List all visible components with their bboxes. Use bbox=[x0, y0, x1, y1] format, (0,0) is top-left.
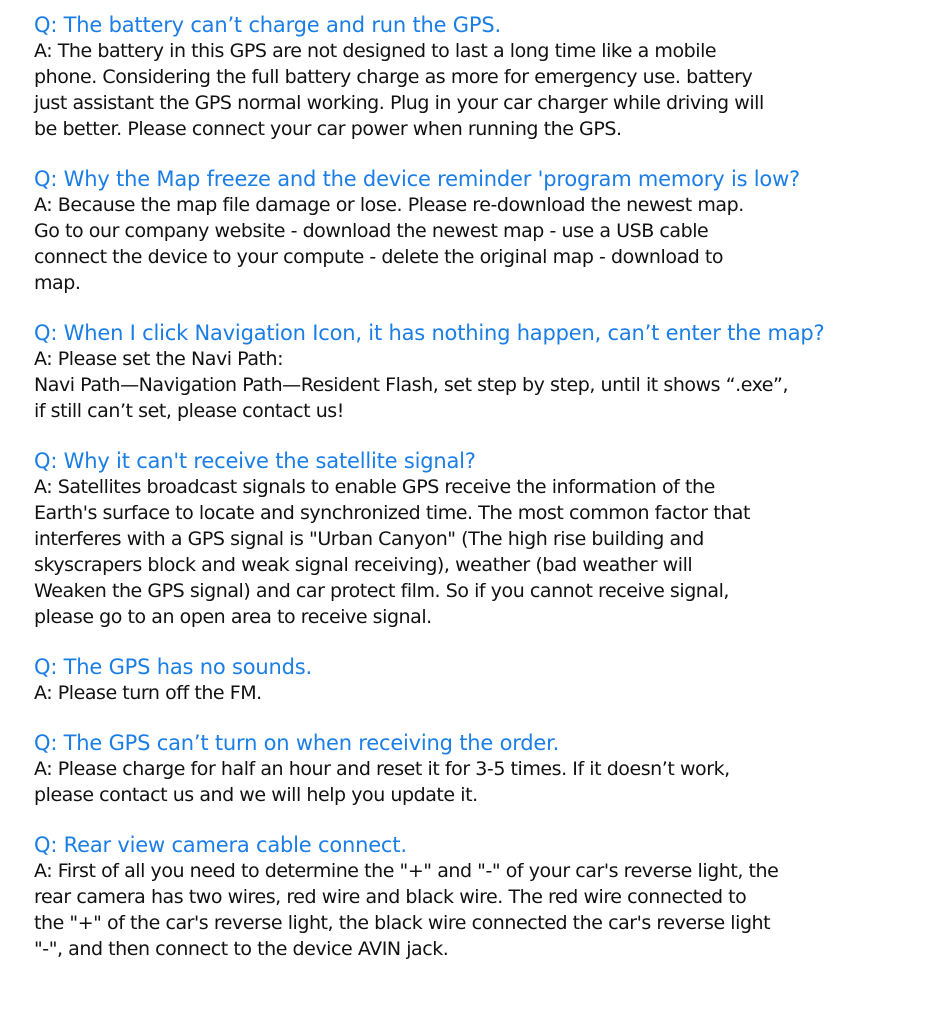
faq-answer-line: Weaken the GPS signal) and car protect film. So if you cannot receive signal, bbox=[34, 580, 730, 602]
faq-answer-line: A: Because the map file damage or lose. Please re-download the newest map. bbox=[34, 194, 744, 216]
faq-answer-line: "-", and then connect to the device AVIN jack. bbox=[34, 938, 449, 960]
faq-item-battery bbox=[34, 12, 914, 142]
faq-answer-line: be better. Please connect your car power when running the GPS. bbox=[34, 118, 622, 140]
faq-answer-line: A: Please turn off the FM. bbox=[34, 682, 262, 704]
faq-item-satellite-signal bbox=[34, 448, 914, 630]
faq-item-map-freeze bbox=[34, 166, 914, 296]
faq-item-no-sounds bbox=[34, 654, 914, 706]
faq-answer-line: A: The battery in this GPS are not designed to last a long time like a mobile bbox=[34, 40, 717, 62]
faq-answer-line: phone. Considering the full battery charge as more for emergency use. battery bbox=[34, 66, 753, 88]
faq-answer-line: A: First of all you need to determine the "+" and "-" of your car's reverse light, the bbox=[34, 860, 779, 882]
faq-answer-line: connect the device to your compute - delete the original map - download to bbox=[34, 246, 724, 268]
faq-answer-line: A: Please charge for half an hour and reset it for 3-5 times. If it doesn’t work, bbox=[34, 758, 730, 780]
faq-question: Q: Why the Map freeze and the device reminder 'program memory is low? bbox=[34, 167, 800, 191]
faq-item-rear-camera bbox=[34, 832, 914, 962]
faq-answer-line: just assistant the GPS normal working. Plug in your car charger while driving will bbox=[34, 92, 764, 114]
faq-item-cant-turn-on bbox=[34, 730, 914, 808]
faq-answer-line: please go to an open area to receive signal. bbox=[34, 606, 432, 628]
faq-question: Q: Why it can't receive the satellite signal? bbox=[34, 449, 476, 473]
faq-question: Q: The GPS can’t turn on when receiving the order. bbox=[34, 731, 560, 755]
faq-question: Q: The battery can’t charge and run the GPS. bbox=[34, 13, 501, 37]
faq-list bbox=[34, 12, 914, 986]
faq-answer-line: interferes with a GPS signal is "Urban Canyon" (The high rise building and bbox=[34, 528, 704, 550]
faq-answer-line: skyscrapers block and weak signal receiving), weather (bad weather will bbox=[34, 554, 693, 576]
faq-question: Q: Rear view camera cable connect. bbox=[34, 833, 407, 857]
faq-answer-line: if still can’t set, please contact us! bbox=[34, 400, 344, 422]
faq-answer-line: A: Satellites broadcast signals to enable GPS receive the information of the bbox=[34, 476, 715, 498]
faq-answer-line: the "+" of the car's reverse light, the black wire connected the car's reverse light bbox=[34, 912, 771, 934]
faq-answer-line: Navi Path—Navigation Path—Resident Flash, set step by step, until it shows “.exe”, bbox=[34, 374, 789, 396]
faq-answer-line: A: Please set the Navi Path: bbox=[34, 348, 284, 370]
faq-answer-line: Go to our company website - download the newest map - use a USB cable bbox=[34, 220, 709, 242]
faq-answer-line: rear camera has two wires, red wire and black wire. The red wire connected to bbox=[34, 886, 747, 908]
faq-question: Q: When I click Navigation Icon, it has nothing happen, can’t enter the map? bbox=[34, 321, 825, 345]
faq-answer-line: map. bbox=[34, 272, 81, 294]
faq-answer-line: Earth's surface to locate and synchronized time. The most common factor that bbox=[34, 502, 751, 524]
faq-question: Q: The GPS has no sounds. bbox=[34, 655, 312, 679]
faq-item-navigation-icon bbox=[34, 320, 914, 424]
faq-answer-line: please contact us and we will help you update it. bbox=[34, 784, 478, 806]
